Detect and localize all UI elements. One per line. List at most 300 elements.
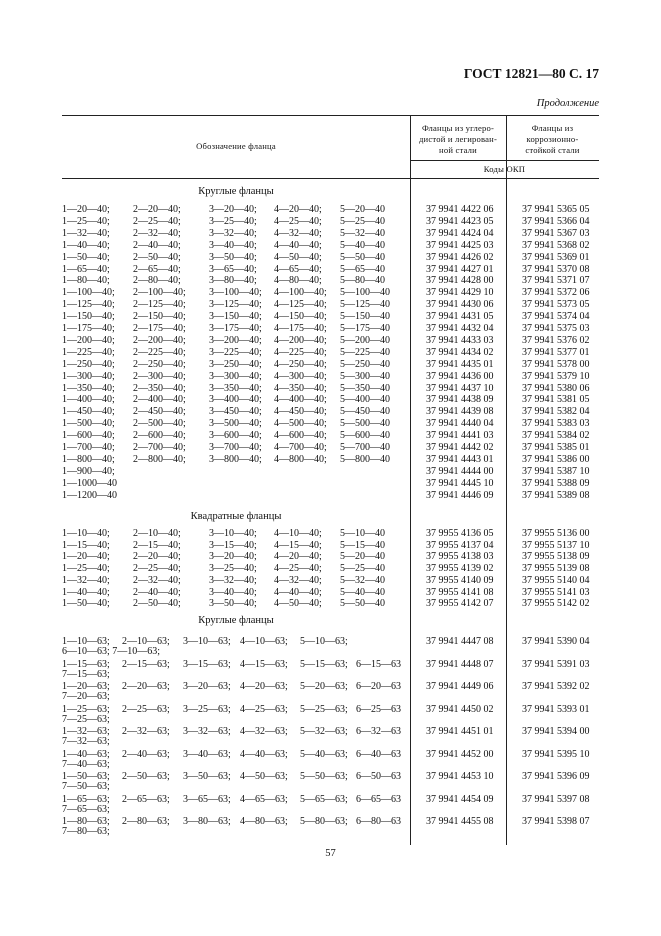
okp-code-stainless-steel: 37 9955 5138 09 [522, 551, 590, 563]
okp-code-stainless-steel: 37 9941 5374 04 [522, 311, 590, 323]
okp-code-stainless-steel: 37 9955 5139 08 [522, 563, 590, 575]
stainless-steel-header-line: коррозионно- [526, 134, 579, 144]
flange-designation: 5—100—40 [340, 287, 390, 299]
flange-designation: 2—32—40; [133, 574, 181, 586]
flange-designation: 4—150—40; [274, 311, 327, 323]
okp-code-stainless-steel: 37 9941 5393 01 [522, 703, 590, 715]
designation-header: Обозначение фланца [196, 141, 276, 151]
okp-code-stainless-steel: 37 9941 5380 06 [522, 382, 590, 394]
flange-designation: 4—50—63; [240, 771, 288, 782]
okp-code-stainless-steel: 37 9941 5368 02 [522, 239, 590, 251]
okp-code-carbon-steel: 37 9941 4430 06 [426, 299, 494, 311]
flange-designation: 5—350—40 [340, 382, 390, 394]
flange-designation: 3—100—40; [209, 287, 262, 299]
flange-designation: 3—200—40; [209, 334, 262, 346]
flange-designation: 3—800—40; [209, 453, 262, 465]
flange-designation: 6—80—63 [356, 816, 401, 827]
carbon-steel-header [410, 123, 506, 156]
okp-code-carbon-steel: 37 9941 4435 01 [426, 358, 494, 370]
carbon-steel-header-line: Фланцы из углеро- [421, 123, 495, 133]
flange-designation: 2—450—40; [133, 406, 186, 418]
flange-designation: 5—450—40 [340, 406, 390, 418]
flange-designation: 4—500—40; [274, 418, 327, 430]
okp-code-stainless-steel: 37 9941 5389 08 [522, 489, 590, 501]
flange-designation: 3—10—40; [209, 528, 257, 539]
flange-designation: 2—600—40; [133, 430, 186, 442]
flange-designation: 3—25—40; [209, 215, 257, 227]
flange-designation-continued: 7—15—63; [62, 668, 110, 680]
flange-designation: 4—175—40; [274, 323, 327, 334]
okp-code-stainless-steel: 37 9941 5365 05 [522, 204, 590, 215]
okp-code-carbon-steel: 37 9941 4449 06 [426, 681, 494, 692]
flange-designation: 4—15—63; [240, 658, 288, 670]
flange-designation: 3—300—40; [209, 370, 262, 382]
flange-designation: 2—500—40; [133, 418, 186, 430]
flange-designation: 5—800—40 [340, 453, 390, 465]
flange-designation: 2—25—40; [133, 563, 181, 575]
flange-designation: 6—65—63 [356, 793, 401, 805]
flange-designation: 5—200—40 [340, 334, 390, 346]
column-divider-2 [506, 115, 507, 845]
okp-code-carbon-steel: 37 9941 4451 01 [426, 726, 494, 737]
stainless-steel-header-line: стойкой стали [525, 145, 580, 155]
flange-designation: 6—32—63 [356, 726, 401, 737]
section-title: Круглые фланцы [198, 186, 274, 197]
flange-designation: 4—600—40; [274, 430, 327, 442]
flange-designation: 2—225—40; [133, 346, 186, 358]
okp-code-carbon-steel: 37 9941 4453 10 [426, 771, 494, 782]
flange-designation: 1—200—40; [62, 334, 115, 346]
okp-code-stainless-steel: 37 9941 5370 08 [522, 263, 590, 275]
flange-designation: 3—400—40; [209, 394, 262, 406]
flange-designation: 4—400—40; [274, 394, 327, 406]
okp-code-carbon-steel: 37 9941 4448 07 [426, 658, 494, 670]
flange-designation-continued: 7—32—63; [62, 736, 110, 747]
flange-designation: 1—450—40; [62, 406, 115, 418]
okp-code-carbon-steel: 37 9955 4136 05 [426, 528, 494, 539]
flange-designation: 3—500—40; [209, 418, 262, 430]
flange-designation: 1—20—40; [62, 204, 110, 215]
flange-designation: 1—65—63; [62, 793, 110, 805]
okp-code-carbon-steel: 37 9941 4440 04 [426, 418, 494, 430]
okp-code-stainless-steel: 37 9941 5375 03 [522, 323, 590, 334]
flange-designation: 2—32—40; [133, 227, 181, 239]
okp-code-stainless-steel: 37 9941 5366 04 [522, 215, 590, 227]
flange-designation: 1—1000—40 [62, 477, 117, 489]
flange-designation: 3—80—40; [209, 275, 257, 287]
okp-code-carbon-steel: 37 9941 4426 02 [426, 251, 494, 263]
okp-code-carbon-steel: 37 9941 4438 09 [426, 394, 494, 406]
flange-designation: 2—80—63; [122, 816, 170, 827]
flange-designation: 5—400—40 [340, 394, 390, 406]
okp-code-stainless-steel: 37 9941 5386 00 [522, 453, 590, 465]
okp-code-stainless-steel: 37 9941 5372 06 [522, 287, 590, 299]
flange-designation: 4—20—63; [240, 681, 288, 692]
okp-code-stainless-steel: 37 9941 5395 10 [522, 748, 590, 760]
okp-code-carbon-steel: 37 9941 4427 01 [426, 263, 494, 275]
flange-designation: 4—25—40; [274, 215, 322, 227]
flange-designation: 4—80—63; [240, 816, 288, 827]
page-header: ГОСТ 12821—80 С. 17 [463, 66, 599, 81]
flange-designation: 3—150—40; [209, 311, 262, 323]
flange-designation: 4—50—40; [274, 251, 322, 263]
okp-code-carbon-steel: 37 9955 4141 08 [426, 586, 494, 598]
okp-code-carbon-steel: 37 9941 4454 09 [426, 793, 494, 805]
flange-designation: 5—32—40 [340, 574, 385, 586]
okp-code-stainless-steel: 37 9941 5373 05 [522, 299, 590, 311]
flange-designation: 2—400—40; [133, 394, 186, 406]
flange-designation: 2—700—40; [133, 442, 186, 453]
section-title: Круглые фланцы [198, 615, 274, 626]
flange-designation: 1—600—40; [62, 430, 115, 442]
okp-code-carbon-steel: 37 9941 4455 08 [426, 816, 494, 827]
flange-designation: 2—50—40; [133, 598, 181, 610]
okp-code-carbon-steel: 37 9955 4140 09 [426, 574, 494, 586]
flange-designation: 3—25—63; [183, 703, 231, 715]
flange-designation: 1—32—63; [62, 726, 110, 737]
flange-designation: 1—150—40; [62, 311, 115, 323]
okp-code-stainless-steel: 37 9955 5136 00 [522, 528, 590, 539]
flange-designation: 2—20—63; [122, 681, 170, 692]
flange-designation: 5—32—40 [340, 227, 385, 239]
flange-designation: 5—500—40 [340, 418, 390, 430]
carbon-steel-header-line: дистой и легирован- [418, 134, 498, 144]
flange-designation: 4—32—40; [274, 574, 322, 586]
flange-designation-continued: 7—65—63; [62, 803, 110, 815]
stainless-steel-header-line: Фланцы из [531, 123, 574, 133]
okp-code-stainless-steel: 37 9941 5383 03 [522, 418, 590, 430]
flange-designation: 1—800—40; [62, 453, 115, 465]
flange-designation: 4—32—40; [274, 227, 322, 239]
flange-designation: 4—250—40; [274, 358, 327, 370]
flange-designation: 4—200—40; [274, 334, 327, 346]
flange-designation: 3—20—40; [209, 551, 257, 563]
flange-designation: 2—20—40; [133, 204, 181, 215]
okp-code-carbon-steel: 37 9941 4433 03 [426, 334, 494, 346]
okp-code-stainless-steel: 37 9955 5137 10 [522, 539, 590, 551]
okp-code-stainless-steel: 37 9941 5388 09 [522, 477, 590, 489]
flange-designation: 5—600—40 [340, 430, 390, 442]
flange-designation: 1—50—40; [62, 598, 110, 610]
flange-designation-continued: 7—40—63; [62, 758, 110, 770]
okp-code-carbon-steel: 37 9941 4443 01 [426, 453, 494, 465]
flange-designation: 3—20—40; [209, 204, 257, 215]
okp-code-carbon-steel: 37 9941 4446 09 [426, 489, 494, 501]
okp-code-stainless-steel: 37 9941 5384 02 [522, 430, 590, 442]
okp-code-stainless-steel: 37 9941 5391 03 [522, 658, 590, 670]
flange-designation: 1—40—40; [62, 586, 110, 598]
okp-code-stainless-steel: 37 9955 5140 04 [522, 574, 590, 586]
flange-designation: 2—32—63; [122, 726, 170, 737]
okp-code-stainless-steel: 37 9941 5396 09 [522, 771, 590, 782]
flange-designation: 4—40—40; [274, 586, 322, 598]
okp-code-carbon-steel: 37 9941 4439 08 [426, 406, 494, 418]
flange-designation: 4—10—63; [240, 636, 288, 647]
flange-designation: 2—40—40; [133, 586, 181, 598]
flange-designation: 5—80—63; [300, 816, 348, 827]
okp-code-stainless-steel: 37 9941 5397 08 [522, 793, 590, 805]
okp-code-carbon-steel: 37 9941 4425 03 [426, 239, 494, 251]
flange-designation: 1—100—40; [62, 287, 115, 299]
flange-designation: 4—25—63; [240, 703, 288, 715]
flange-designation: 1—20—63; [62, 681, 110, 692]
flange-designation: 2—15—63; [122, 658, 170, 670]
column-divider-1 [410, 115, 411, 845]
flange-designation: 5—700—40 [340, 442, 390, 453]
header-bottom-rule [62, 178, 599, 179]
flange-designation: 3—250—40; [209, 358, 262, 370]
okp-code-carbon-steel: 37 9941 4450 02 [426, 703, 494, 715]
flange-designation: 4—10—40; [274, 528, 322, 539]
flange-designation: 5—175—40 [340, 323, 390, 334]
flange-designation: 5—20—40 [340, 551, 385, 563]
flange-designation: 3—32—40; [209, 227, 257, 239]
okp-code-carbon-steel: 37 9941 4445 10 [426, 477, 494, 489]
flange-designation: 5—50—40 [340, 251, 385, 263]
okp-code-stainless-steel: 37 9941 5398 07 [522, 816, 590, 827]
flange-designation: 3—65—63; [183, 793, 231, 805]
flange-designation: 5—150—40 [340, 311, 390, 323]
flange-designation: 3—80—63; [183, 816, 231, 827]
flange-designation-continued: 7—25—63; [62, 713, 110, 725]
okp-code-stainless-steel: 37 9941 5381 05 [522, 394, 590, 406]
okp-code-stainless-steel: 37 9941 5376 02 [522, 334, 590, 346]
stainless-steel-header [506, 123, 599, 156]
flange-designation: 3—15—63; [183, 658, 231, 670]
okp-code-carbon-steel: 37 9941 4452 00 [426, 748, 494, 760]
flange-designation: 1—50—63; [62, 771, 110, 782]
flange-designation: 5—20—63; [300, 681, 348, 692]
flange-designation: 5—40—40 [340, 586, 385, 598]
flange-designation: 4—25—40; [274, 563, 322, 575]
flange-designation: 3—450—40; [209, 406, 262, 418]
flange-designation: 3—50—40; [209, 598, 257, 610]
flange-designation: 1—20—40; [62, 551, 110, 563]
flange-designation: 5—300—40 [340, 370, 390, 382]
flange-designation: 5—225—40 [340, 346, 390, 358]
flange-designation: 4—100—40; [274, 287, 327, 299]
okp-code-carbon-steel: 37 9941 4432 04 [426, 323, 494, 334]
okp-code-stainless-steel: 37 9941 5379 10 [522, 370, 590, 382]
okp-code-stainless-steel: 37 9955 5142 02 [522, 598, 590, 610]
flange-designation: 2—65—40; [133, 263, 181, 275]
flange-designation: 1—400—40; [62, 394, 115, 406]
flange-designation: 1—50—40; [62, 251, 110, 263]
flange-designation: 2—800—40; [133, 453, 186, 465]
flange-designation: 2—25—40; [133, 215, 181, 227]
okp-code-stainless-steel: 37 9941 5378 00 [522, 358, 590, 370]
flange-designation: 4—15—40; [274, 539, 322, 551]
flange-designation: 2—65—63; [122, 793, 170, 805]
flange-designation: 4—300—40; [274, 370, 327, 382]
okp-code-carbon-steel: 37 9955 4137 04 [426, 539, 494, 551]
flange-designation: 3—32—40; [209, 574, 257, 586]
flange-designation: 3—225—40; [209, 346, 262, 358]
flange-designation: 3—32—63; [183, 726, 231, 737]
flange-designation: 5—125—40 [340, 299, 390, 311]
okp-code-stainless-steel: 37 9941 5387 10 [522, 465, 590, 477]
flange-designation: 5—15—40 [340, 539, 385, 551]
flange-designation: 3—10—63; [183, 636, 231, 647]
flange-designation: 1—15—40; [62, 539, 110, 551]
flange-designation: 1—700—40; [62, 442, 115, 453]
flange-designation: 4—40—63; [240, 748, 288, 760]
flange-designation: 1—125—40; [62, 299, 115, 311]
flange-designation: 3—125—40; [209, 299, 262, 311]
flange-designation: 2—25—63; [122, 703, 170, 715]
flange-designation: 3—700—40; [209, 442, 262, 453]
flange-designation: 1—25—63; [62, 703, 110, 715]
page-number: 57 [325, 848, 336, 859]
flange-designation: 3—175—40; [209, 323, 262, 334]
flange-designation: 2—100—40; [133, 287, 186, 299]
flange-designation: 2—20—40; [133, 551, 181, 563]
okp-code-carbon-steel: 37 9941 4444 00 [426, 465, 494, 477]
flange-designation: 1—40—63; [62, 748, 110, 760]
flange-designation: 6—40—63 [356, 748, 401, 760]
flange-designation: 4—50—40; [274, 598, 322, 610]
flange-designation: 1—25—40; [62, 563, 110, 575]
flange-designation: 3—65—40; [209, 263, 257, 275]
flange-designation: 5—10—40 [340, 528, 385, 539]
flange-designation: 1—15—63; [62, 658, 110, 670]
okp-code-stainless-steel: 37 9941 5377 01 [522, 346, 590, 358]
flange-designation: 5—80—40 [340, 275, 385, 287]
section-title: Квадратные фланцы [190, 511, 282, 522]
codes-bottom-rule [410, 160, 599, 161]
flange-designation: 3—40—40; [209, 239, 257, 251]
flange-designation: 5—15—63; [300, 658, 348, 670]
okp-code-carbon-steel: 37 9941 4428 00 [426, 275, 494, 287]
okp-code-stainless-steel: 37 9941 5382 04 [522, 406, 590, 418]
okp-code-stainless-steel: 37 9941 5367 03 [522, 227, 590, 239]
flange-designation: 2—50—40; [133, 251, 181, 263]
flange-designation: 6—50—63 [356, 771, 401, 782]
okp-code-carbon-steel: 37 9941 4441 03 [426, 430, 494, 442]
flange-designation: 5—40—40 [340, 239, 385, 251]
flange-designation: 5—40—63; [300, 748, 348, 760]
flange-designation: 2—50—63; [122, 771, 170, 782]
flange-designation: 3—40—40; [209, 586, 257, 598]
flange-designation: 1—1200—40 [62, 489, 117, 501]
carbon-steel-header-line: ной стали [439, 145, 477, 155]
flange-designation: 1—25—40; [62, 215, 110, 227]
flange-designation: 2—80—40; [133, 275, 181, 287]
okp-code-stainless-steel: 37 9941 5392 02 [522, 681, 590, 692]
okp-code-carbon-steel: 37 9955 4139 02 [426, 563, 494, 575]
okp-code-carbon-steel: 37 9941 4442 02 [426, 442, 494, 453]
okp-code-stainless-steel: 37 9941 5390 04 [522, 636, 590, 647]
flange-designation: 1—10—40; [62, 528, 110, 539]
flange-designation: 5—10—63; [300, 636, 348, 647]
flange-designation: 4—450—40; [274, 406, 327, 418]
okp-code-stainless-steel: 37 9955 5141 03 [522, 586, 590, 598]
flange-designation: 2—40—40; [133, 239, 181, 251]
flange-designation: 5—50—40 [340, 598, 385, 610]
flange-designation: 1—32—40; [62, 574, 110, 586]
flange-designation: 4—32—63; [240, 726, 288, 737]
okp-code-stainless-steel: 37 9941 5371 07 [522, 275, 590, 287]
flange-designation: 4—40—40; [274, 239, 322, 251]
flange-designation: 4—125—40; [274, 299, 327, 311]
flange-designation: 3—50—40; [209, 251, 257, 263]
flange-designation: 5—25—63; [300, 703, 348, 715]
flange-designation: 4—225—40; [274, 346, 327, 358]
flange-designation: 1—80—63; [62, 816, 110, 827]
flange-designation: 3—600—40; [209, 430, 262, 442]
flange-designation: 4—800—40; [274, 453, 327, 465]
flange-designation: 4—65—63; [240, 793, 288, 805]
flange-designation: 2—350—40; [133, 382, 186, 394]
flange-designation: 6—20—63 [356, 681, 401, 692]
flange-designation: 4—80—40; [274, 275, 322, 287]
okp-code-carbon-steel: 37 9941 4422 06 [426, 204, 494, 215]
flange-designation: 3—350—40; [209, 382, 262, 394]
flange-designation: 5—25—40 [340, 215, 385, 227]
flange-designation: 1—900—40; [62, 465, 115, 477]
flange-designation: 3—25—40; [209, 563, 257, 575]
flange-designation: 5—50—63; [300, 771, 348, 782]
okp-code-stainless-steel: 37 9941 5385 01 [522, 442, 590, 453]
flange-designation: 5—65—63; [300, 793, 348, 805]
flange-designation: 3—40—63; [183, 748, 231, 760]
okp-code-stainless-steel: 37 9941 5394 00 [522, 726, 590, 737]
flange-designation: 5—20—40 [340, 204, 385, 215]
okp-code-carbon-steel: 37 9941 4434 02 [426, 346, 494, 358]
flange-designation: 2—15—40; [133, 539, 181, 551]
okp-code-carbon-steel: 37 9941 4437 10 [426, 382, 494, 394]
flange-designation-continued: 7—20—63; [62, 691, 110, 702]
flange-designation-continued: 7—80—63; [62, 826, 110, 837]
flange-designation-continued: 7—50—63; [62, 781, 110, 792]
flange-designation-continued: 6—10—63; 7—10—63; [62, 646, 161, 657]
flange-designation: 5—32—63; [300, 726, 348, 737]
flange-designation: 1—10—63; [62, 636, 110, 647]
okp-code-stainless-steel: 37 9941 5369 01 [522, 251, 590, 263]
flange-designation: 2—10—63; [122, 636, 170, 647]
flange-designation: 2—10—40; [133, 528, 181, 539]
okp-codes-header: Коды ОКП [483, 164, 526, 174]
flange-designation: 2—40—63; [122, 748, 170, 760]
flange-designation: 4—20—40; [274, 204, 322, 215]
flange-designation: 3—15—40; [209, 539, 257, 551]
okp-code-carbon-steel: 37 9941 4423 05 [426, 215, 494, 227]
continuation-label: Продолжение [536, 98, 599, 109]
okp-code-carbon-steel: 37 9941 4429 10 [426, 287, 494, 299]
flange-designation: 4—350—40; [274, 382, 327, 394]
flange-designation: 5—250—40 [340, 358, 390, 370]
flange-designation: 1—225—40; [62, 346, 115, 358]
flange-designation: 1—350—40; [62, 382, 115, 394]
flange-designation: 1—80—40; [62, 275, 110, 287]
flange-designation: 1—300—40; [62, 370, 115, 382]
flange-designation: 4—20—40; [274, 551, 322, 563]
flange-designation: 6—25—63 [356, 703, 401, 715]
flange-designation: 2—200—40; [133, 334, 186, 346]
flange-designation: 1—32—40; [62, 227, 110, 239]
flange-designation: 2—175—40; [133, 323, 186, 334]
okp-code-carbon-steel: 37 9941 4431 05 [426, 311, 494, 323]
flange-designation: 2—250—40; [133, 358, 186, 370]
flange-designation: 2—125—40; [133, 299, 186, 311]
flange-designation: 1—175—40; [62, 323, 115, 334]
flange-designation: 5—25—40 [340, 563, 385, 575]
flange-designation: 4—65—40; [274, 263, 322, 275]
flange-designation: 6—15—63 [356, 658, 401, 670]
flange-designation: 1—65—40; [62, 263, 110, 275]
table-top-rule [62, 115, 599, 116]
flange-designation: 2—300—40; [133, 370, 186, 382]
